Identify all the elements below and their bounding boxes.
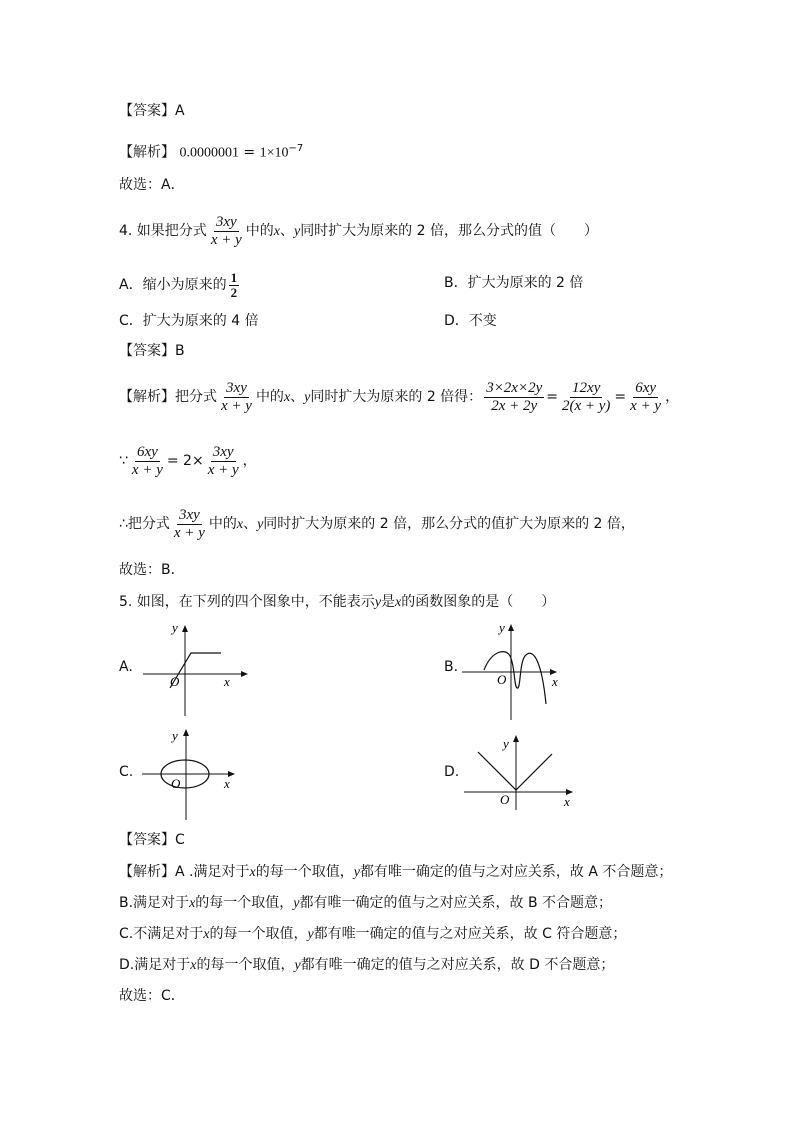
t-var-x: x — [236, 517, 244, 532]
q5-mid: 是 — [381, 594, 396, 610]
line-mid: 的每一个取值， — [255, 864, 354, 880]
b-den2: x + y — [207, 461, 239, 478]
therefore-text: ∴把分式 — [119, 516, 170, 532]
a-den2: 2x + 2y — [491, 397, 538, 414]
q4-optA-num: 1 — [230, 269, 238, 285]
a-num1: 3xy — [226, 379, 247, 396]
line-mid: 的每一个取值， — [195, 895, 294, 911]
analysis-mantissa: 1×10 — [259, 145, 289, 161]
analysis-lhs: 0.0000001 — [179, 145, 239, 161]
question-4 — [119, 212, 598, 251]
q4-option-b: B．扩大为原来的 2 倍 — [444, 275, 584, 291]
graph-a — [138, 622, 248, 718]
a-den4: x + y — [630, 397, 662, 414]
x-axis-arrow-icon — [241, 671, 248, 677]
analysis-exponent: −7 — [288, 143, 304, 154]
q4-optA-frac — [229, 271, 240, 300]
analysis-4-line3 — [119, 504, 635, 545]
q4-var-y: y — [293, 224, 301, 239]
a-num2: 3×2x×2y — [486, 379, 543, 396]
analysis-tag: 【解析】 — [119, 864, 175, 880]
a-eq2: = — [614, 389, 627, 405]
q4-mid: 中的 — [245, 223, 274, 239]
q4-option-a — [119, 268, 241, 302]
analysis-4-line1 — [119, 377, 679, 418]
axis-x-label: x — [224, 776, 230, 791]
q4-option-d: D．不变 — [444, 313, 497, 329]
line-var-x: x — [249, 865, 256, 880]
analysis-5-line-a — [119, 862, 672, 883]
line-var-y: y — [293, 896, 300, 911]
answer-4: 【答案】B — [119, 343, 185, 359]
axis-y-label: y — [499, 620, 505, 635]
line-mid: 的每一个取值， — [209, 926, 308, 942]
axis-x-label: x — [552, 674, 558, 689]
a-num4: 6xy — [635, 379, 657, 396]
line-var-y: y — [353, 865, 360, 880]
a-text2: 同时扩大为原来的 2 倍得： — [310, 389, 483, 405]
q4-prefix: 4. 如果把分式 — [119, 223, 207, 239]
graph-label-d: D. — [444, 764, 460, 780]
a-text1: 把分式 — [175, 389, 217, 405]
origin-label: O — [497, 672, 507, 687]
a-frac1 — [219, 380, 254, 415]
a-var-y: y — [304, 390, 311, 405]
graph-label-c: C. — [119, 764, 134, 780]
analysis-5-line-d — [119, 955, 614, 976]
q4-suffix: 同时扩大为原来的 2 倍，那么分式的值（ ） — [300, 223, 598, 239]
axis-x-label: x — [564, 794, 570, 809]
axis-y-label: y — [172, 622, 178, 635]
line-var-x: x — [189, 896, 196, 911]
analysis-3 — [119, 139, 303, 164]
line-var-y: y — [307, 927, 314, 942]
a-comma: ， — [665, 389, 680, 405]
conclusion-5: 故选：C． — [119, 988, 185, 1004]
origin-label: O — [170, 674, 180, 689]
a-sep: 、 — [290, 389, 305, 405]
analysis-5-line-c — [119, 924, 626, 945]
line-pre: D.满足对于 — [119, 957, 191, 973]
b-num2: 3xy — [212, 443, 234, 460]
b-comma: ， — [242, 453, 257, 469]
line-post: 都有唯一确定的值与之对应关系，故 A 不合题意； — [359, 864, 673, 880]
line-pre: C.不满足对于 — [119, 926, 204, 942]
graph-b — [462, 620, 570, 722]
q4-sep: 、 — [279, 223, 294, 239]
b-frac2 — [206, 444, 241, 479]
b-den1: x + y — [131, 461, 163, 478]
question-5 — [119, 592, 555, 613]
q4-frac-num: 3xy — [215, 213, 237, 230]
origin-label: O — [171, 776, 181, 791]
y-axis-arrow-icon — [508, 624, 514, 631]
q4-frac-den: x + y — [210, 231, 242, 248]
axis-y-label: y — [172, 728, 178, 743]
analysis-4-line2 — [119, 441, 257, 481]
curve — [484, 652, 546, 704]
axis-x-label: x — [224, 674, 230, 689]
a-frac2 — [484, 380, 544, 415]
a-eq1: = — [546, 389, 558, 405]
t-frac — [172, 507, 207, 542]
graph-label-b: B. — [444, 659, 459, 675]
t-mid: 中的 — [208, 516, 237, 532]
q5-suffix: 的函数图象的是（ ） — [401, 594, 556, 610]
a-den1: x + y — [221, 397, 252, 414]
line-post: 都有唯一确定的值与之对应关系，故 C 符合题意； — [313, 926, 627, 942]
analysis-5-line-b — [119, 893, 612, 914]
line-post: 都有唯一确定的值与之对应关系，故 D 不合题意； — [300, 957, 615, 973]
b-eq: = 2× — [166, 453, 204, 469]
y-axis-arrow-icon — [183, 729, 189, 736]
t-text: 同时扩大为原来的 2 倍，那么分式的值扩大为原来的 2 倍， — [263, 516, 635, 532]
q4-optA-text: A．缩小为原来的 — [119, 277, 227, 293]
curve — [478, 752, 552, 790]
line-pre: A .满足对于 — [175, 864, 250, 880]
a-mid: 中的 — [255, 389, 284, 405]
line-var-x: x — [203, 927, 210, 942]
line-post: 都有唯一确定的值与之对应关系，故 B 不合题意； — [299, 895, 613, 911]
t-sep: 、 — [243, 516, 258, 532]
graph-c — [140, 726, 240, 822]
conclusion-4: 故选：B． — [119, 562, 185, 578]
because-symbol: ∵ — [119, 453, 128, 469]
t-den: x + y — [173, 524, 205, 541]
q4-option-c: C．扩大为原来的 4 倍 — [119, 313, 259, 329]
line-mid: 的每一个取值， — [196, 957, 295, 973]
a-var-x: x — [283, 390, 291, 405]
analysis-eq: = — [243, 144, 256, 161]
y-axis-arrow-icon — [182, 625, 188, 632]
q4-optA-den: 2 — [230, 284, 238, 300]
b-frac1 — [130, 444, 165, 479]
q4-var-x: x — [273, 224, 280, 239]
q5-var-y: y — [374, 595, 382, 610]
a-frac3 — [560, 380, 612, 415]
analysis-tag: 【解析】 — [119, 144, 175, 161]
t-var-y: y — [257, 517, 264, 532]
axis-y-label: y — [503, 736, 509, 751]
a-num3: 12xy — [572, 379, 601, 396]
answer-5: 【答案】C — [119, 832, 185, 848]
line-pre: B.满足对于 — [119, 895, 190, 911]
origin-label: O — [500, 792, 510, 807]
line-var-y: y — [294, 958, 301, 973]
analysis-tag: 【解析】 — [119, 389, 175, 405]
b-num1: 6xy — [136, 443, 158, 460]
t-num: 3xy — [178, 506, 200, 523]
q5-prefix: 5. 如图，在下列的四个图象中，不能表示 — [119, 594, 375, 610]
graph-label-a: A. — [119, 659, 133, 675]
graph-d — [462, 730, 580, 812]
y-axis-arrow-icon — [513, 735, 519, 742]
q5-var-x: x — [395, 595, 402, 610]
a-den3: 2(x + y) — [561, 397, 611, 414]
answer-3: 【答案】A — [119, 103, 185, 119]
q4-fraction — [209, 214, 244, 249]
conclusion-3: 故选：A． — [119, 177, 185, 193]
line-var-x: x — [190, 958, 197, 973]
a-frac4 — [628, 380, 663, 415]
